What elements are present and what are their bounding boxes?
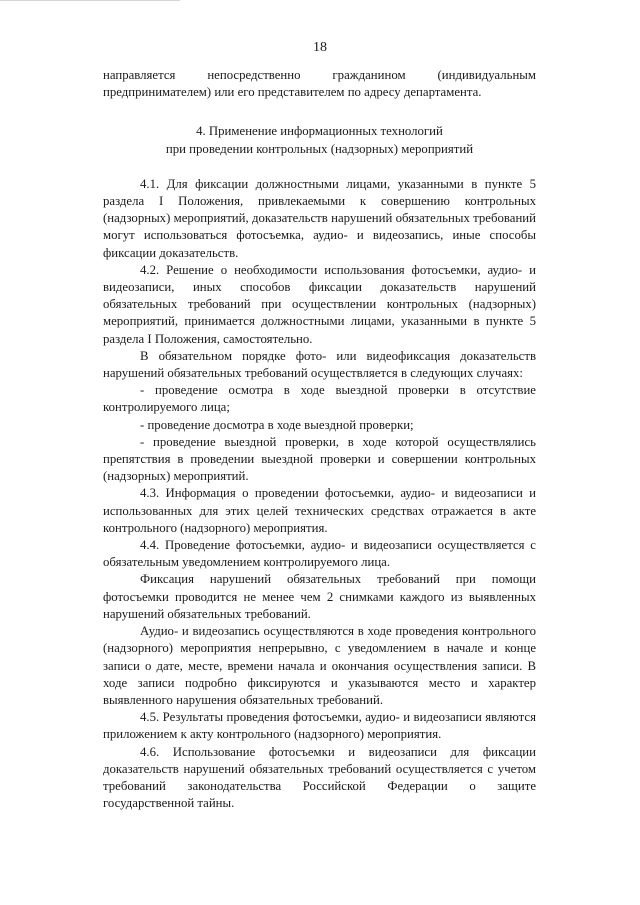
page-number: 18	[313, 40, 327, 55]
intro-paragraph: направляется непосредственно гражданином (индивидуальным предпринимателем) или его представителем по адресу департамента.	[103, 68, 536, 100]
paragraph-4-5: 4.5. Результаты проведения фотосъемки, аудио- и видеозаписи являются приложением к акту контрольного (надзорного) мероприятия.	[103, 710, 536, 742]
paragraph-4-3: 4.3. Информация о проведении фотосъемки, аудио- и видеозаписи и использованных для этих целей технических средствах отражается в акте контрольного (надзорного) мероприятия.	[103, 486, 536, 535]
section-heading-line-2: при проведении контрольных (надзорных) мероприятий	[165, 141, 474, 156]
list-item-case-2: - проведение досмотра в ходе выездной проверки;	[140, 417, 414, 432]
paragraph-4-4: 4.4. Проведение фотосъемки, аудио- и видеозаписи осуществляется с обязательным уведомлением контролируемого лица.	[103, 538, 536, 570]
list-item-case-3: - проведение выездной проверки, в ходе которой осуществлялись препятствия в проведении выездной проверки и совершении контрольных (надзорных) мероприятий.	[103, 434, 536, 484]
paragraph-4-1: 4.1. Для фиксации должностными лицами, указанными в пункте 5 раздела I Положения, привлекаемыми к совершению контрольных (надзорных) мероприятий, доказательств нарушений обязательных требований могут использоваться фотосъемка, аудио- и видеозапись, иные способы фиксации доказательств.	[103, 176, 536, 260]
paragraph-photo-fixation: Фиксация нарушений обязательных требований при помощи фотосъемки проводится не менее чем 2 снимками каждого из выявленных нарушений обязательных требований.	[103, 572, 536, 621]
scan-edge-line	[0, 0, 180, 1]
list-item-case-1: - проведение осмотра в ходе выездной проверки в отсутствие контролируемого лица;	[103, 383, 536, 415]
paragraph-mandatory-cases: В обязательном порядке фото- или видеофиксация доказательств нарушений обязательных требований осуществляется в следующих случаях:	[103, 348, 536, 381]
paragraph-audio-video: Аудио- и видеозапись осуществляются в ходе проведения контрольного (надзорного) мероприятия непрерывно, с уведомлением в начале и конце записи о дате, месте, времени начала и окончания осуществления записи. В ходе записи подробно фиксируются и указываются место и характер выявленного нарушения обязательных требований.	[103, 624, 536, 707]
section-heading-line-1: 4. Применение информационных технологий	[196, 124, 443, 139]
paragraph-4-6: 4.6. Использование фотосъемки и видеозаписи для фиксации доказательств нарушений обязательных требований осуществляется с учетом требований законодательства Российской Федерации о защите государственной тайны.	[103, 744, 536, 811]
paragraph-4-2: 4.2. Решение о необходимости использования фотосъемки, аудио- и видеозаписи, иных способов фиксации доказательств нарушений обязательных требований при осуществлении контрольных (надзорных) мероприятий, принимается должностными лицами, указанными в пункте 5 раздела I Положения, самостоятельно.	[103, 262, 536, 346]
section-heading	[103, 123, 536, 157]
document-body	[103, 67, 536, 812]
